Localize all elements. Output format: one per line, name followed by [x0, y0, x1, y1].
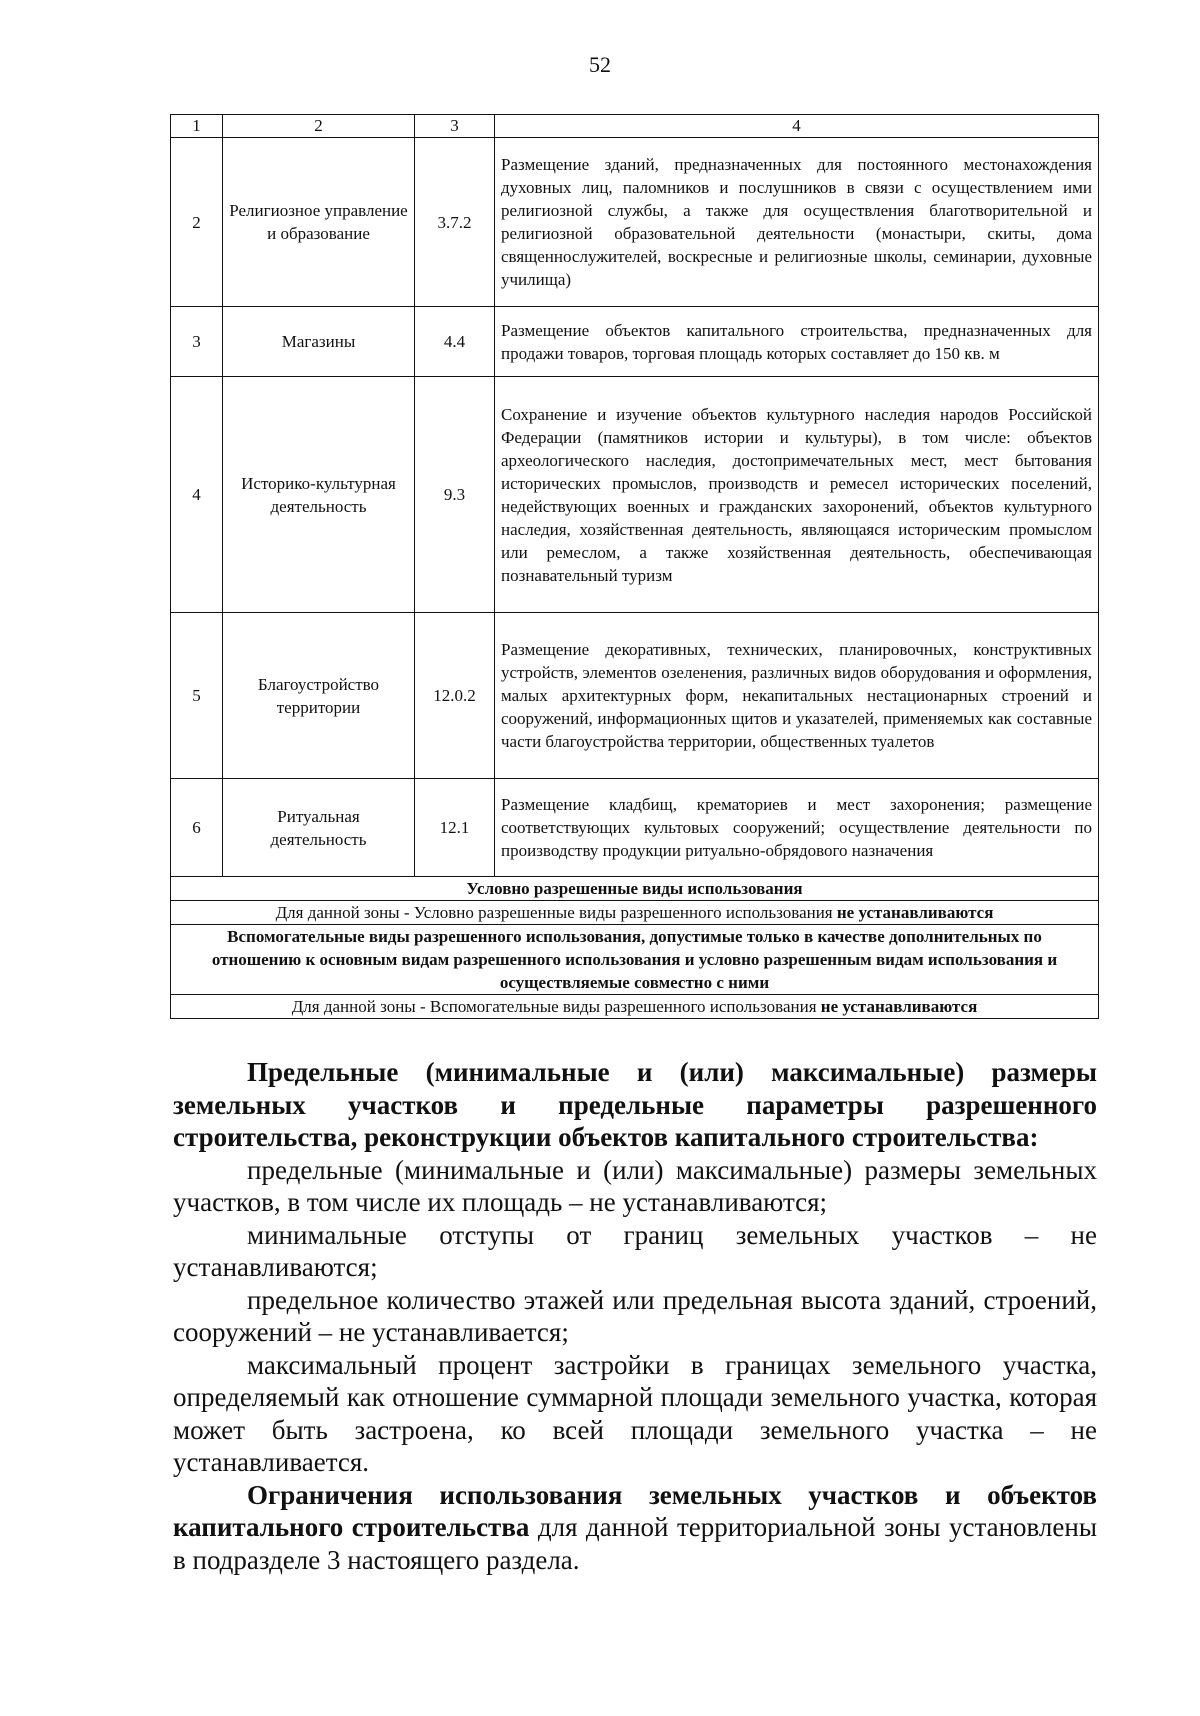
body-text	[173, 1056, 1097, 1576]
header-cell: 2	[223, 115, 415, 138]
table-row	[171, 779, 1099, 877]
paragraph: предельное количество этажей или предельная высота зданий, строений, сооружений – не устанавливается;	[173, 1284, 1097, 1347]
paragraph: максимальный процент застройки в границах земельного участка, определяемый как отношение суммарной площади земельного участка, которая может быть застроена, ко всей площади земельного участка – не устанавливается.	[173, 1349, 1097, 1477]
use-type-name: Магазины	[223, 307, 415, 377]
conditional-heading-row	[171, 877, 1099, 901]
use-type-description: Размещение декоративных, технических, планировочных, конструктивных устройств, элементов озеленения, различных видов оборудования и оформления, малых архитектурных форм, некапитальных нестационарных строений и сооружений, информационных щитов и указателей, применяемых как составные части благоустройства территории, общественных туалетов	[495, 613, 1099, 779]
conditional-note-text: Для данной зоны - Условно разрешенные виды разрешенного использования	[275, 903, 837, 922]
auxiliary-uses-note	[171, 995, 1099, 1019]
use-type-description: Размещение объектов капитального строительства, предназначенных для продажи товаров, торговая площадь которых составляет до 150 кв. м	[495, 307, 1099, 377]
use-type-code: 12.1	[415, 779, 495, 877]
row-number: 5	[171, 613, 223, 779]
table-row	[171, 377, 1099, 613]
header-cell: 1	[171, 115, 223, 138]
use-type-code: 9.3	[415, 377, 495, 613]
table-row	[171, 138, 1099, 307]
auxiliary-note-bold: не устанавливаются	[820, 997, 978, 1016]
row-number: 6	[171, 779, 223, 877]
conditional-note-row	[171, 901, 1099, 925]
auxiliary-note-text: Для данной зоны - Вспомогательные виды разрешенного использования	[291, 997, 821, 1016]
row-number: 4	[171, 377, 223, 613]
row-number: 3	[171, 307, 223, 377]
restrictions-text: для данной территориальной зоны установлены в подразделе 3 настоящего раздела.	[173, 1512, 1097, 1575]
use-type-description: Размещение кладбищ, крематориев и мест захоронения; размещение соответствующих культовых сооружений; осуществление деятельности по производству продукции ритуально-обрядового назначения	[495, 779, 1099, 877]
use-type-description: Размещение зданий, предназначенных для постоянного местонахождения духовных лиц, паломников и послушников в связи с осуществлением ими религиозной службы, а также для осуществления благотворительной и религиозной образовательной деятельности (монастыри, скиты, дома священнослужителей, воскресные и религиозные школы, семинарии, духовные училища)	[495, 138, 1099, 307]
conditional-uses-heading: Условно разрешенные виды использования	[171, 877, 1099, 901]
use-type-name: Ритуальная деятельность	[223, 779, 415, 877]
section-heading: Предельные (минимальные и (или) максимальные) размеры земельных участков и предельные параметры разрешенного строительства, реконструкции объектов капитального строительства:	[173, 1057, 1097, 1152]
header-cell: 3	[415, 115, 495, 138]
use-type-name: Благоустройство территории	[223, 613, 415, 779]
header-cell: 4	[495, 115, 1099, 138]
use-type-code: 12.0.2	[415, 613, 495, 779]
restrictions-bold-text: Ограничения использования земельных участков и объектов капитального строительства	[173, 1479, 1097, 1542]
page-number: 52	[589, 52, 611, 77]
use-type-name: Религиозное управление и образование	[223, 138, 415, 307]
conditional-uses-note	[171, 901, 1099, 925]
row-number: 2	[171, 138, 223, 307]
table-row	[171, 307, 1099, 377]
auxiliary-heading-row	[171, 925, 1099, 995]
use-type-description: Сохранение и изучение объектов культурного наследия народов Российской Федерации (памятников истории и культуры), в том числе: объектов археологического наследия, достопримечательных мест, мест бытования исторических промыслов, производств и ремесел исторических поселений, недействующих военных и гражданских захоронений, объектов культурного наследия, хозяйственная деятельность, являющаяся историческим промыслом или ремеслом, а также хозяйственная деятельность, обеспечивающая познавательный туризм	[495, 377, 1099, 613]
paragraph: минимальные отступы от границ земельных участков – не устанавливаются;	[173, 1219, 1097, 1282]
paragraph: предельные (минимальные и (или) максимальные) размеры земельных участков, в том числе их площадь – не устанавливаются;	[173, 1154, 1097, 1217]
use-type-code: 3.7.2	[415, 138, 495, 307]
table-row	[171, 613, 1099, 779]
conditional-note-bold: не устанавливаются	[836, 903, 994, 922]
auxiliary-uses-heading: Вспомогательные виды разрешенного использования, допустимые только в качестве дополнительных по отношению к основным видам разрешенного использования и условно разрешенным видам использования и осуществляемые совместно с ними	[171, 925, 1099, 995]
auxiliary-note-row	[171, 995, 1099, 1019]
use-type-code: 4.4	[415, 307, 495, 377]
use-type-name: Историко-культурная деятельность	[223, 377, 415, 613]
table-header-row	[171, 115, 1099, 138]
paragraph	[173, 1479, 1097, 1577]
land-use-table	[170, 114, 1099, 1019]
